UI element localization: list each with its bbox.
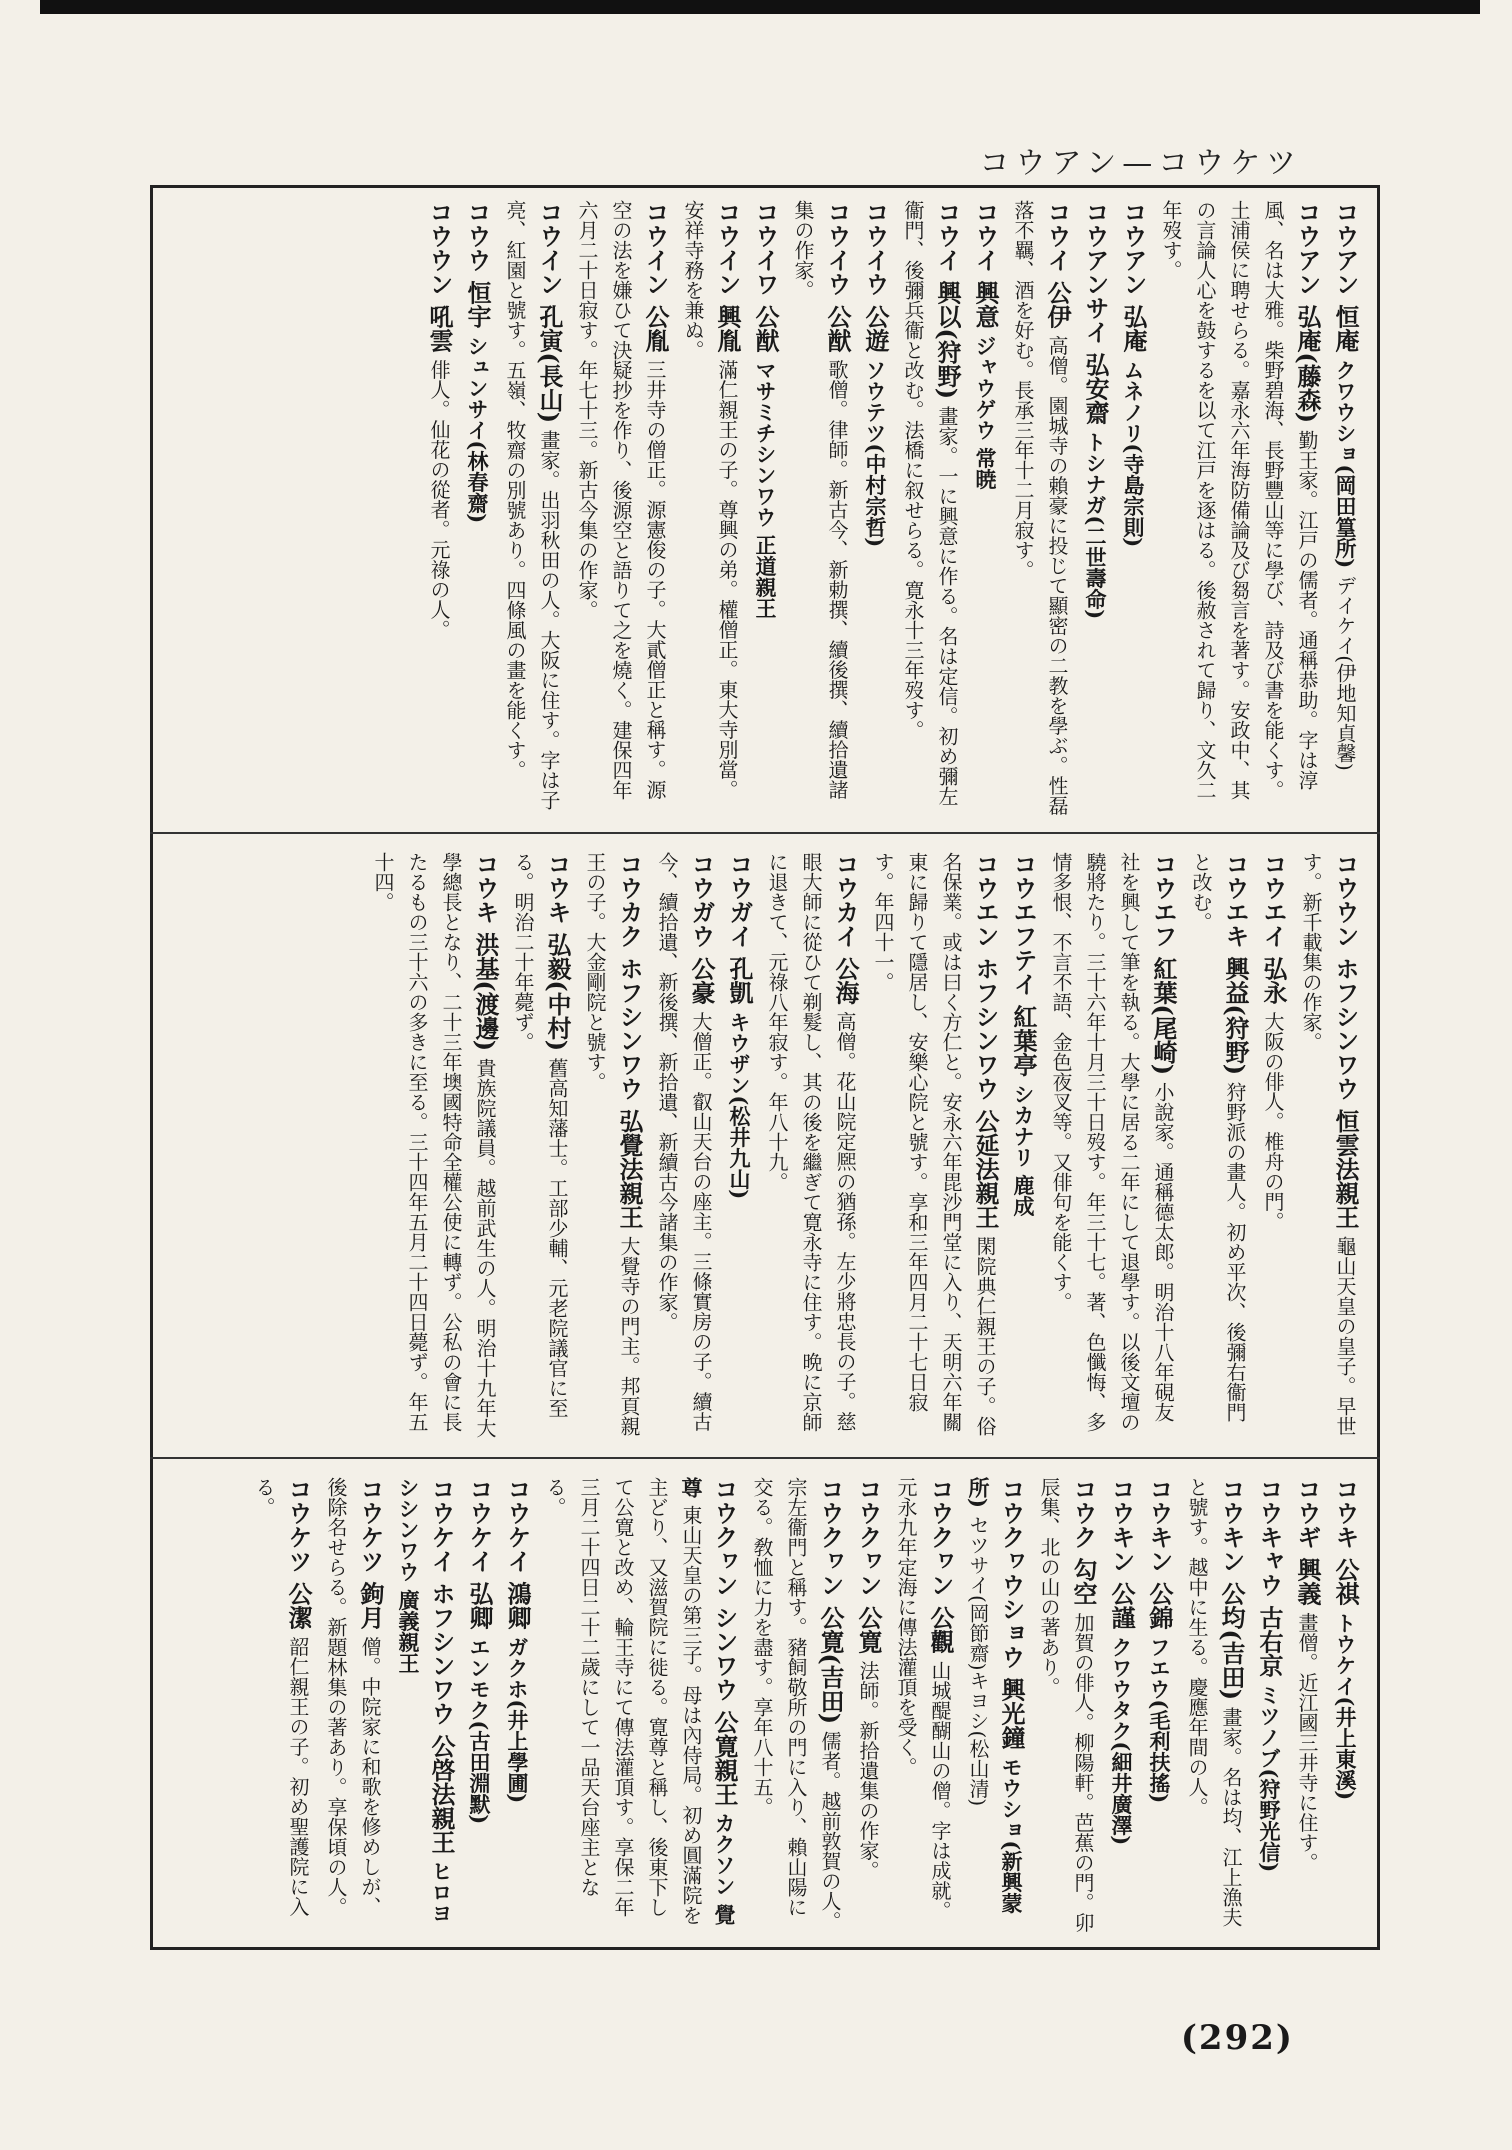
entry-reading: フエウ(毛利扶搖) xyxy=(1147,1636,1172,1804)
entry-headword: コウクヮン 公寛 xyxy=(854,1477,883,1654)
entry-body: 儒者。越前敦賀の人。宗左衞門と稱す。豬飼敬所の門に入り、賴山陽に交る。敎恤に力を盡す。享年八十五。 xyxy=(750,1477,842,1932)
entry-headword: コウカイ 公海 xyxy=(831,852,860,1005)
entry-reading: ムネノリ(寺島宗則) xyxy=(1121,359,1146,548)
dictionary-entry xyxy=(500,1477,534,1935)
entry-reading: モウショ(新興蒙所) xyxy=(966,1477,1024,1914)
band-top xyxy=(150,188,1380,828)
dictionary-entry xyxy=(538,1477,741,1935)
dictionary-entry xyxy=(1154,200,1324,818)
dictionary-entry xyxy=(1328,200,1362,818)
dictionary-entry xyxy=(1256,852,1290,1440)
dictionary-entry xyxy=(570,200,672,818)
entry-reading: マサミチシンワウ 正道親王 xyxy=(753,359,778,619)
dictionary-entry xyxy=(498,200,566,818)
dictionary-entry xyxy=(676,200,744,818)
entry-body: 畫家。名は均、江上漁夫と號す。越中に生る。慶應年間の人。 xyxy=(1185,1477,1243,1928)
dictionary-entry xyxy=(1328,1477,1362,1935)
entry-headword: コウキ 洪基(渡邊) xyxy=(471,852,500,1052)
entry-reading: トシナガ(二世壽命) xyxy=(1083,431,1108,620)
page-number: (292) xyxy=(1180,2018,1294,2058)
dictionary-entry xyxy=(1116,200,1150,818)
dictionary-entry xyxy=(366,852,502,1440)
dictionary-entry xyxy=(1294,852,1362,1440)
entry-headword: コウクヮウショウ 興光鐘 xyxy=(997,1477,1026,1750)
dictionary-entry xyxy=(968,200,1002,818)
entry-body: 畫僧。近江國三井寺に住す。 xyxy=(1295,1612,1319,1873)
band-middle xyxy=(150,840,1380,1450)
dictionary-entry xyxy=(462,1477,496,1935)
entry-body: 畫家。一に興意に作る。名は定信。初め彌左衞門、後彌兵衞と改む。法橋に叙せらる。寛永十三年歿す。 xyxy=(901,200,959,807)
dictionary-entry xyxy=(319,1477,387,1935)
dictionary-entry xyxy=(422,200,456,818)
entry-body: 韶仁親王の子。初め聖護院に入る。 xyxy=(252,1477,310,1917)
entry-body: 狩野派の畫人。初め平次、後彌右衞門と改む。 xyxy=(1189,852,1247,1423)
entry-headword: コウケツ 鉤月 xyxy=(356,1477,385,1630)
entry-body: 山城醍醐山の僧。字は成就。元永九年定海に傳法灌頂を受く。 xyxy=(894,1477,952,1921)
dictionary-entry xyxy=(866,852,1002,1440)
entry-headword: コウエキ 興益(狩野) xyxy=(1221,852,1250,1076)
dictionary-entry xyxy=(1006,852,1040,1440)
entry-headword: コウイン 孔寅(長山) xyxy=(535,200,564,424)
entry-headword: コウイウ 公遊 xyxy=(861,200,890,353)
entry-headword: コウエフテイ 紅葉亭 xyxy=(1009,852,1038,1077)
entry-reading: ソウテツ(中村宗哲) xyxy=(863,359,888,548)
entry-headword: コウカク ホフシンワウ 弘覺法親王 xyxy=(615,852,644,1229)
entry-reading: トウケイ(井上東溪) xyxy=(1333,1612,1358,1801)
dictionary-entry xyxy=(760,852,862,1440)
dictionary-entry xyxy=(1142,1477,1176,1935)
running-head: コウアン—コウケツ xyxy=(979,146,1302,181)
top-border-rule xyxy=(40,0,1480,14)
dictionary-entry xyxy=(1184,852,1252,1440)
entry-body: 舊高知藩士。工部少輔、元老院議官に至る。明治二十年薨ず。 xyxy=(511,852,569,1419)
entry-body: 小說家。通稱德太郎。明治十八年硯友社を興して筆を執る。大學に居る二年にして退學す。以後文壇の驍將たり。三十六年十月三十日歿す。年三十七。著、色懺悔、多情多恨、不言不語、金色夜叉等。又俳句を能くす。 xyxy=(1049,852,1175,1432)
band-divider-1 xyxy=(150,832,1380,834)
entry-body: 俳人。仙花の從者。元祿の人。 xyxy=(427,359,451,640)
entry-headword: コウクヮン 公觀 xyxy=(926,1477,955,1654)
dictionary-entry xyxy=(1078,200,1112,818)
dictionary-entry xyxy=(722,852,756,1440)
entry-headword: コウキン 公謹 xyxy=(1107,1477,1136,1630)
entry-reading: ヒロヨシシンワウ 廣義親王 xyxy=(396,1477,454,1924)
entry-body: 三井寺の僧正。源憲俊の子。大貳僧正と稱す。源空の法を嫌ひて決疑抄を作り、後源空と語りて之を燒く。建保四年六月二十日寂す。年七十三。新古今集の作家。 xyxy=(575,200,667,800)
dictionary-entry xyxy=(506,852,574,1440)
dictionary-entry xyxy=(1252,1477,1286,1935)
entry-headword: コウキャウ 古右京 xyxy=(1255,1477,1284,1678)
entry-body: 滿仁親王の子。尊興の弟。權僧正。東大寺別當。安祥寺務を兼ぬ。 xyxy=(681,200,739,800)
entry-reading: キウザン(松井九山) xyxy=(727,1011,752,1200)
band-middle-columns xyxy=(166,852,1362,1440)
dictionary-entry xyxy=(786,200,854,818)
entry-headword: コウエフ 紅葉(尾崎) xyxy=(1149,852,1178,1076)
entry-headword: コウイ 公伊 xyxy=(1043,200,1072,329)
entry-body: 高僧。園城寺の賴豪に投じて顯密の二教を學ぶ。性磊落不羈、酒を好む。長承三年十二月寂す。 xyxy=(1011,200,1069,816)
dictionary-entry xyxy=(748,200,782,818)
entry-reading: カクソン 覺尊 xyxy=(679,1477,737,1926)
entry-body: 僧。中院家に和歌を修めしが、後除名せらる。新題林集の著あり。享保頃の人。 xyxy=(324,1477,382,1917)
entry-body: 大阪の俳人。椎舟の門。 xyxy=(1261,1011,1285,1232)
dictionary-entry xyxy=(1104,1477,1138,1935)
entry-body: 龜山天皇の皇子。早世す。新千載集の作家。 xyxy=(1299,852,1357,1436)
dictionary-entry xyxy=(1044,852,1180,1440)
entry-headword: コウキ 公祺 xyxy=(1331,1477,1360,1606)
entry-body: 畫家。出羽秋田の人。大阪に住す。字は子亮、紅園と號す。五嶺、牧齋の別號あり。四條風の畫を能くす。 xyxy=(503,200,561,811)
entry-headword: コウクヮン 公寛(吉田) xyxy=(816,1477,845,1725)
dictionary-entry xyxy=(1032,1477,1100,1935)
entry-headword: コウケツ 公潔 xyxy=(284,1477,313,1630)
dictionary-entry xyxy=(247,1477,315,1935)
entry-headword: コウキン 公錦 xyxy=(1145,1477,1174,1630)
dictionary-entry xyxy=(578,852,646,1440)
dictionary-entry xyxy=(391,1477,458,1935)
entry-headword: コウク 勾空 xyxy=(1069,1477,1098,1606)
band-bottom-columns xyxy=(166,1477,1362,1935)
dictionary-entry xyxy=(858,200,892,818)
entry-headword: コウウン 吼雲 xyxy=(425,200,454,353)
entry-reading: クワウタク(細井廣澤) xyxy=(1109,1636,1134,1846)
entry-body: 大覺寺の門主。邦頁親王の子。大金剛院と號す。 xyxy=(583,852,641,1436)
entry-body: 東山天皇の第三子。母は內侍局。初め圓滿院を主どり、又滋賀院に徙る。寛尊と稱し、後東下して公寛と改め、輪王寺にて傳法灌頂す。享保二年三月二十四日二十二歲にして一品天台座主となる。 xyxy=(543,1477,703,1925)
entry-headword: コウケイ 鴻卿 xyxy=(503,1477,532,1630)
entry-headword: コウイ 興意 xyxy=(971,200,1000,329)
entry-reading: シュンサイ(林春齋) xyxy=(465,335,490,524)
entry-reading: エンモク(古田淵默) xyxy=(467,1636,492,1825)
entry-headword: コウキ 弘毅(中村) xyxy=(543,852,572,1052)
dictionary-entry xyxy=(460,200,494,818)
entry-headword: コウキン 公均(吉田) xyxy=(1217,1477,1246,1701)
entry-headword: コウエイ 弘永 xyxy=(1259,852,1288,1005)
dictionary-entry xyxy=(889,1477,957,1935)
entry-headword: コウガイ 孔凱 xyxy=(725,852,754,1005)
entry-body: 法師。新拾遺集の作家。 xyxy=(856,1660,880,1881)
entry-headword: コウギ 興義 xyxy=(1293,1477,1322,1606)
entry-headword: コウアン 恒庵 xyxy=(1331,200,1360,353)
entry-headword: コウイ 興以(狩野) xyxy=(933,200,962,400)
dictionary-entry xyxy=(650,852,718,1440)
band-divider-2 xyxy=(150,1457,1380,1459)
entry-headword: コウウン ホフシンワウ 恒雲法親王 xyxy=(1331,852,1360,1229)
entry-body: 加賀の俳人。柳陽軒。芭蕉の門。卯辰集、北の山の著あり。 xyxy=(1037,1477,1095,1933)
entry-body: 閑院典仁親王の子。俗名保業。或は曰く方仁と。安永六年毘沙門堂に入り、天明六年關東に歸りて隱居し、安樂心院と號す。享和三年四月二十七日寂す。年四十一。 xyxy=(871,852,997,1436)
entry-headword: コウエン ホフシンワウ 公延法親王 xyxy=(971,852,1000,1229)
entry-body: デイケイ(伊地知貞馨) xyxy=(1333,575,1357,771)
entry-body: 貴族院議員。越前武生の人。明治十九年大學總長となり、二十三年墺國特命全權公使に轉ず。公私の會に長たるもの三十六の多きに至る。三十四年五月二十四日薨ず。年五十四。 xyxy=(371,852,497,1439)
entry-headword: コウイワ 公猷 xyxy=(751,200,780,353)
entry-headword: コウイウ 公猷 xyxy=(823,200,852,353)
entry-headword: コウイン 興胤 xyxy=(713,200,742,353)
entry-body: 歌僧。律師。新古今、新勅撰、續後撰、續拾遺諸集の作家。 xyxy=(791,200,849,800)
dictionary-entry xyxy=(1290,1477,1324,1935)
entry-headword: コウアン 弘庵 xyxy=(1119,200,1148,353)
entry-body: 高僧。花山院定熈の猶孫。左少將忠長の子。慈眼大師に從ひて剃髮し、其の後を繼ぎて寛永寺に住す。晩に京師に退きて、元祿八年寂す。年八十九。 xyxy=(765,852,857,1432)
band-top-columns xyxy=(166,200,1362,818)
entry-headword: コウガウ 公豪 xyxy=(687,852,716,1005)
entry-body: 勤王家。江戸の儒者。通稱恭助。字は淳風、名は大雅。柴野碧海、長野豐山等に學び、詩及び書を能くす。土浦侯に聘せらる。嘉永六年海防備論及び芻言を著す。安政中、其の言論人心を鼓するを以て江戸を逐はる。後赦されて歸り、文久二年歿す。 xyxy=(1159,200,1319,800)
entry-headword: コウウ 恒宇 xyxy=(463,200,492,329)
entry-reading: ミツノブ(狩野光信) xyxy=(1257,1684,1282,1873)
entry-reading: シカナリ 鹿成 xyxy=(1011,1083,1036,1217)
dictionary-entry xyxy=(851,1477,885,1935)
entry-headword: コウイン 公胤 xyxy=(641,200,670,353)
entry-headword: コウアンサイ 弘安齋 xyxy=(1081,200,1110,425)
entry-headword: コウアン 弘庵(藤森) xyxy=(1293,200,1322,424)
entry-body: 大僧正。叡山天台の座主。三條實房の子。續古今、續拾遺、新後撰、新拾遺、新續古今諸集の作家。 xyxy=(655,852,713,1432)
entry-headword: コウケイ ホフシンワウ 公啓法親王 xyxy=(427,1477,456,1854)
band-bottom xyxy=(150,1465,1380,1945)
dictionary-entry xyxy=(961,1477,1028,1935)
dictionary-entry xyxy=(1006,200,1074,818)
entry-reading: ジャウゲウ 常暁 xyxy=(973,335,998,490)
entry-headword: コウクヮン シンワウ 公寛親王 xyxy=(710,1477,739,1806)
entry-reading: クワウショ(岡田篁所) xyxy=(1333,359,1358,569)
entry-headword: コウケイ 弘卿 xyxy=(465,1477,494,1630)
dictionary-entry xyxy=(1180,1477,1248,1935)
entry-reading: ガクホ(井上學圃) xyxy=(505,1636,530,1804)
dictionary-entry xyxy=(896,200,964,818)
entry-body: セツサイ(岡節齋)キヨシ(松山清) xyxy=(966,1514,990,1807)
dictionary-entry xyxy=(745,1477,847,1935)
